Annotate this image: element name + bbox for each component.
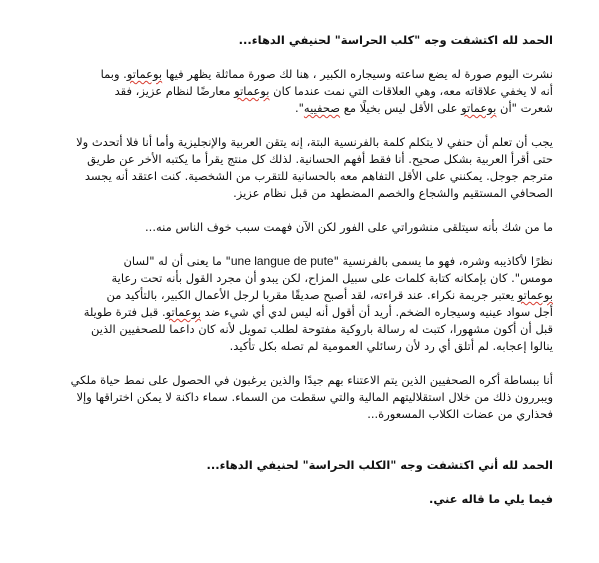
misspelled-word[interactable]: بوعماتو [126,67,163,81]
paragraph-5-line-3 [45,287,553,304]
paragraph-6 [45,372,553,423]
paragraph-5-line-1 [45,253,553,270]
paragraph-5-line-2: مومس". كان بإمكانه كتابة كلمات على سبيل المزاح، لكن يبدو أن مجرد القول بأنه تحت رعاية [111,271,553,285]
misspelled-word[interactable]: بوعماتو [234,84,270,98]
paragraph-5 [45,253,553,355]
paragraph-8-line-1: فيما يلي ما قاله عني. [428,492,553,506]
paragraph-6-line-1: أنا ببساطة أكره الصحفيين الذين يتم الاعتناء بهم جيدًا والذين يرغبون في الحصول على نمط حياة ملكي [70,373,553,387]
paragraph-6-line-3: فحذاري من عضات الكلاب المسعورة... [367,407,553,421]
text-run: على الأقل ليس بخيلًا مع [340,101,462,115]
document-body [45,32,553,525]
paragraph-8 [45,491,553,508]
misspelled-word[interactable]: بوعماتو [517,288,553,302]
text-run: معارضًا لنظام عزيز، فقد [114,84,235,98]
paragraph-1 [45,32,553,49]
paragraph-2-line-2 [45,83,553,100]
text-run: نشرت اليوم صورة له يضع ساعته وسيجاره الكبير ، هنا لك صورة مماثلة يظهر فيها [162,67,553,81]
text-run: أنه لا يخفي علاقاته معه، وهي العلاقات التي نمت عندما كان [269,84,553,98]
paragraph-3-line-3: مترجم جوجل. يمكنني على الأقل التفاهم معه بالحسانية للتقرب من الشخصية. كنت اعتقد أنه يجسد [84,169,553,183]
paragraph-6-line-2: ويبررون ذلك من خلال استقلاليتهم المالية والتي سقطت من السماء. سماء داكنة لا يمكن اختراقها وإلا [76,390,553,404]
text-run: ". [294,101,304,115]
paragraph-3-line-4: الصحافي المستقيم والشجاع والخصم المضطهد من قبل نظام عزيز. [233,186,553,200]
text-run: يعتبر جريمة نكراء. عند قراءته، لقد أصبح صديقًا مقربا لرجل الأعمال الكبير، بالتأكيد من [106,288,518,302]
text-run: شعرت "أن [496,101,553,115]
text-run: أجل سواد عينيه وسيجاره الضخم. أريد أن أقول أنه ليس لدي أي شيء ضد [200,305,553,319]
paragraph-7 [45,457,553,474]
paragraph-7-line-1: الحمد لله أني اكتشفت وجه "الكلب الحراسة" لحنيفي الدهاء... [206,458,553,472]
paragraph-4-line-1: ما من شك بأنه سيتلقى منشوراتي على الفور لكن الآن فهمت سبب خوف الناس منه... [145,220,553,234]
misspelled-word[interactable]: بوعماتو [165,305,201,319]
text-run: نظرًا لأكاذيبه وشره، فهو ما يسمى بالفرنسية " [333,254,553,268]
paragraph-2-line-3 [45,100,553,117]
paragraph-3-line-1: يجب أن تعلم أن حنفي لا يتكلم كلمة بالفرنسية البتة، إنه يتقن العربية والإنجليزية وأما أنا فلا أتحدث ولا [76,135,553,149]
text-run: " ما يعنى أن له "لسان [123,254,231,268]
paragraph-5-line-6: ينالوا إعجابه. لم أتلق أي رد لأن رسائلي العمومية لم تصله بكل تأكيد. [229,339,553,353]
paragraph-3-line-2: حتى أقرأ العربية بشكل صحيح. أنا فقط أفهم الحسانية. لذلك كل منتج يقرأ ما يكتبه الأخر عن طريق [87,152,553,166]
paragraph-4 [45,219,553,236]
paragraph-3 [45,134,553,202]
paragraph-2 [45,66,553,117]
paragraph-1-line-1: الحمد لله اكتشفت وجه "كلب الحراسة" لحنيفي الدهاء... [238,33,553,47]
french-phrase: une langue de pute [230,254,334,268]
misspelled-word[interactable]: صحفييه [303,101,341,115]
text-run: . قبل فترة طويلة [83,305,166,319]
misspelled-word[interactable]: بوعماتو [461,101,497,115]
paragraph-5-line-4 [45,304,553,321]
paragraph-2-line-1 [45,66,553,83]
paragraph-5-line-5: قبل أن أكون مشهورا، كتبت له رسالة باروكية مفتوحة لطلب تمويل لأنه كان داعما للصحفيين الذين [91,322,553,336]
text-run: . وبما [100,67,127,81]
